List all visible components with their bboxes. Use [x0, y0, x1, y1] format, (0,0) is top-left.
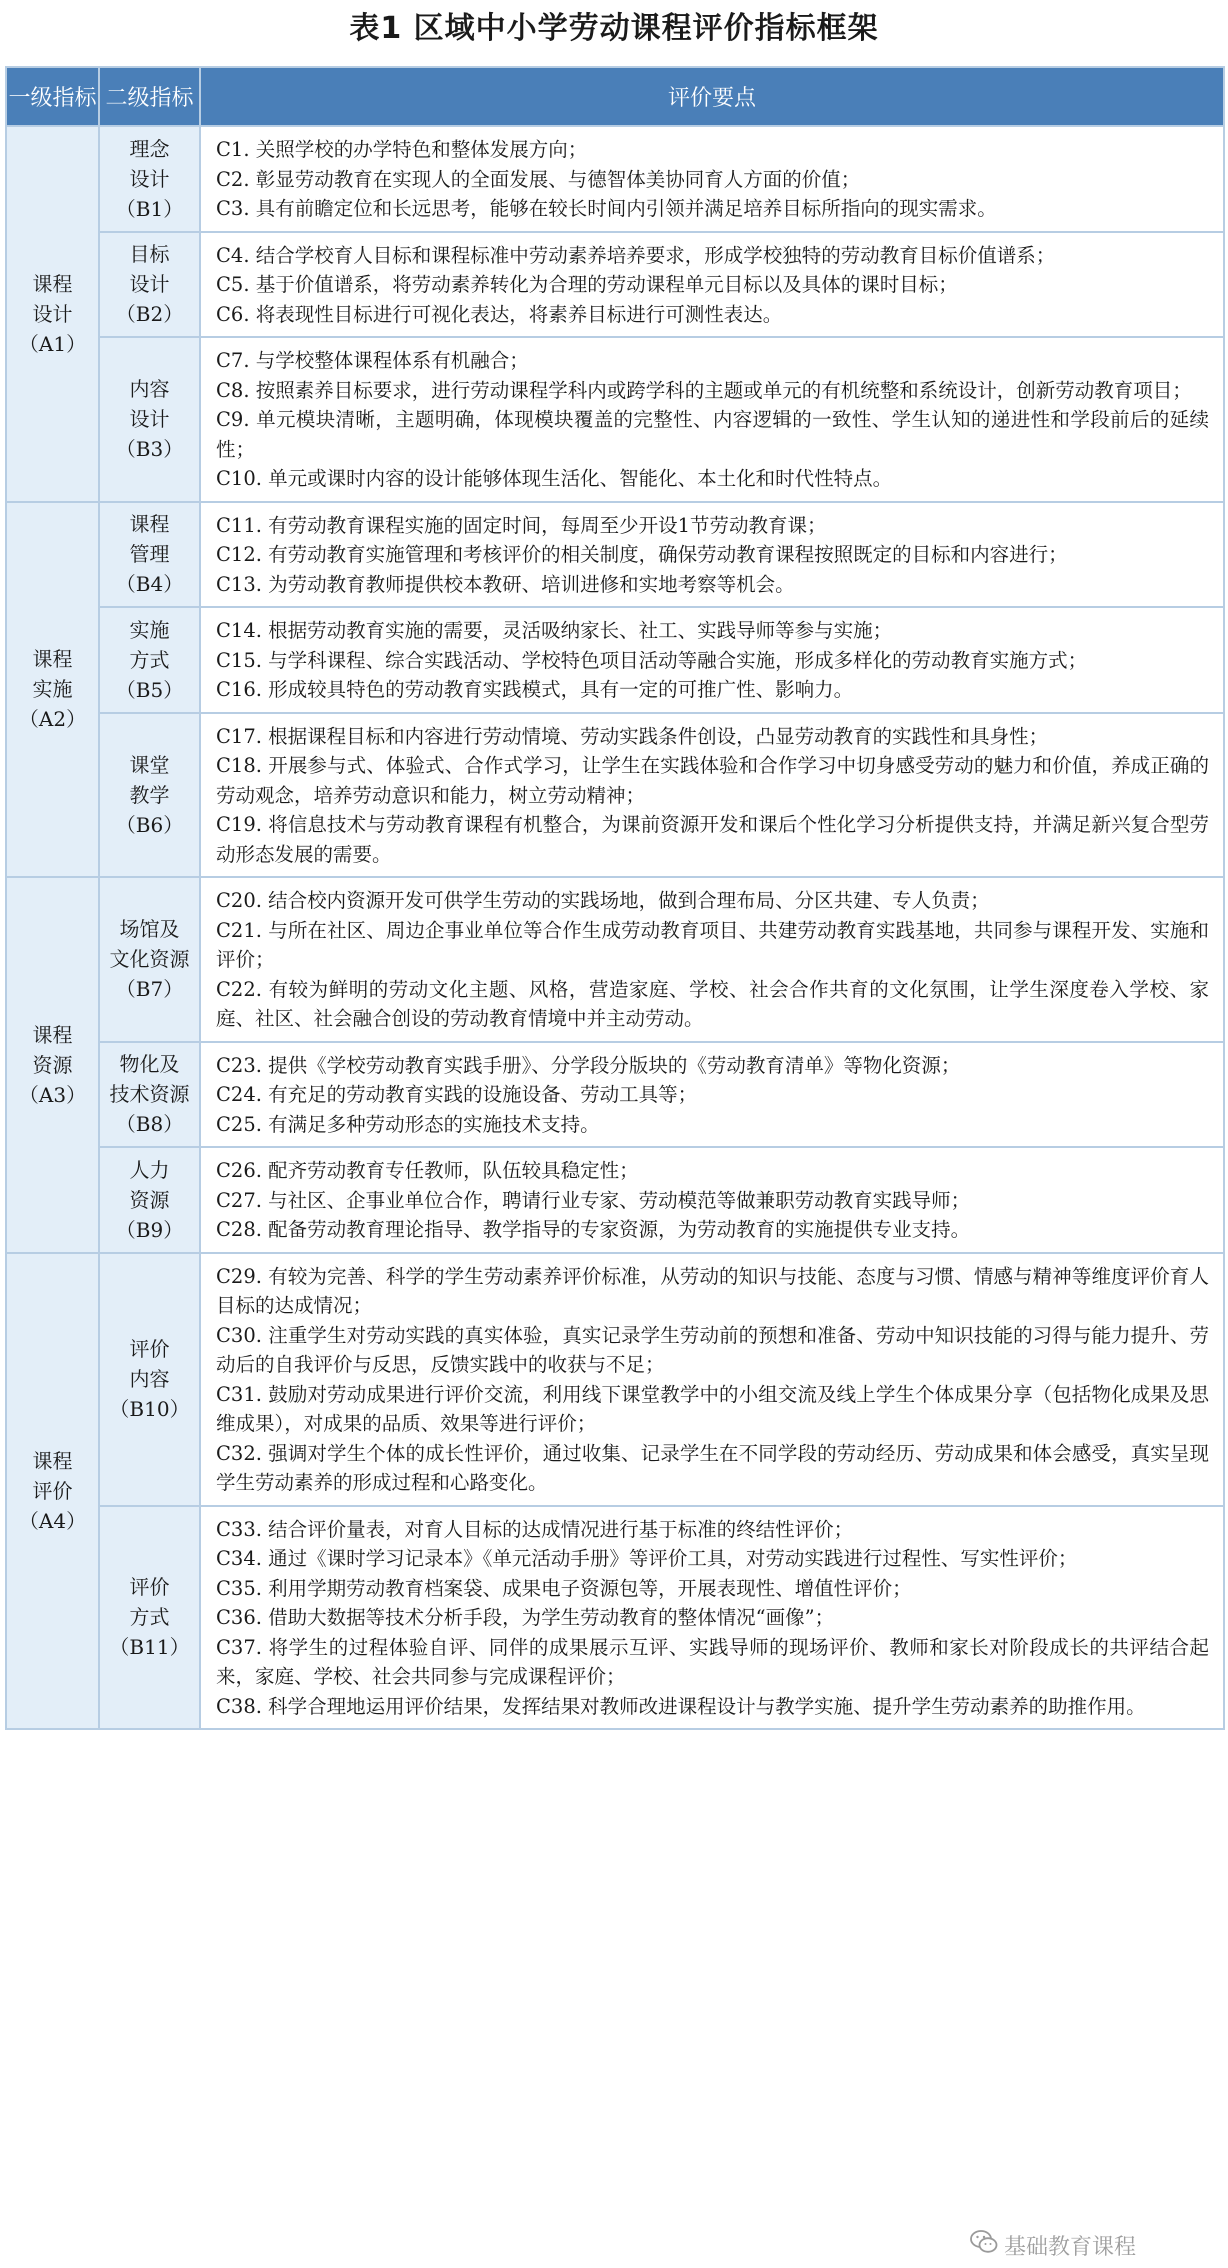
level2-indicator-line: （B7） — [115, 977, 184, 1002]
level2-indicator — [99, 126, 200, 232]
level2-indicator-line: （B1） — [115, 196, 184, 221]
evaluation-point: C31. 鼓励对劳动成果进行评价交流，利用线下课堂教学中的小组交流及线上学生个体成果分享（包括物化成果及思维成果），对成果的品质、效果等进行评价； — [216, 1382, 1209, 1435]
level2-indicator-line: 设计 — [129, 272, 170, 297]
level2-indicator — [99, 713, 200, 878]
level2-indicator-line: 场馆及 — [119, 917, 180, 942]
level1-indicator-line: （A2） — [18, 707, 87, 732]
level2-indicator — [99, 1042, 200, 1148]
evaluation-points — [200, 1147, 1224, 1253]
level2-indicator-line: 文化资源 — [109, 947, 190, 972]
evaluation-point: C19. 将信息技术与劳动教育课程有机整合，为课前资源开发和课后个性化学习分析提供支持，并满足新兴复合型劳动形态发展的需要。 — [216, 813, 1209, 866]
evaluation-point: C11. 有劳动教育课程实施的固定时间，每周至少开设1节劳动教育课； — [216, 513, 827, 537]
evaluation-point: C23. 提供《学校劳动教育实践手册》、分学段分版块的《劳动教育清单》等物化资源； — [216, 1053, 961, 1077]
level2-indicator — [99, 337, 200, 502]
level2-indicator-line: 方式 — [129, 1605, 170, 1630]
evaluation-point: C12. 有劳动教育实施管理和考核评价的相关制度，确保劳动教育课程按照既定的目标和内容进行； — [216, 543, 1068, 566]
level2-indicator-line: （B6） — [115, 812, 184, 837]
level1-indicator-line: （A1） — [18, 331, 87, 356]
level1-indicator-line: 评价 — [32, 1478, 73, 1503]
evaluation-point: C26. 配齐劳动教育专任教师，队伍较具稳定性； — [216, 1159, 639, 1182]
header-points: 评价要点 — [200, 67, 1224, 126]
table-row — [6, 1506, 1224, 1730]
level1-indicator-line: 资源 — [32, 1052, 73, 1077]
level2-indicator-line: （B11） — [109, 1635, 190, 1660]
evaluation-point: C3. 具有前瞻定位和长远思考，能够在较长时间内引领并满足培养目标所指向的现实需求。 — [216, 197, 997, 220]
table-row — [6, 877, 1224, 1042]
evaluation-point: C1. 关照学校的办学特色和整体发展方向； — [216, 138, 588, 161]
header-level2: 二级指标 — [99, 67, 200, 126]
evaluation-points — [200, 713, 1224, 878]
evaluation-point: C16. 形成较具特色的劳动教育实践模式，具有一定的可推广性、影响力。 — [216, 678, 854, 701]
evaluation-points — [200, 1253, 1224, 1506]
table-row — [6, 713, 1224, 878]
level2-indicator — [99, 232, 200, 338]
evaluation-point: C34. 通过《课时学习记录本》《单元活动手册》等评价工具，对劳动实践进行过程性、写实性评价； — [216, 1547, 1078, 1570]
level2-indicator-line: 理念 — [129, 136, 170, 161]
table-row — [6, 607, 1224, 713]
table-row — [6, 126, 1224, 232]
level2-indicator-line: （B4） — [115, 572, 184, 597]
evaluation-point: C8. 按照素养目标要求，进行劳动课程学科内或跨学科的主题或单元的有机统整和系统设计，创新劳动教育项目； — [216, 378, 1192, 402]
evaluation-point: C17. 根据课程目标和内容进行劳动情境、劳动实践条件创设，凸显劳动教育的实践性和具身性； — [216, 724, 1049, 748]
level2-indicator — [99, 607, 200, 713]
level2-indicator-line: （B9） — [115, 1217, 184, 1242]
wechat-icon — [970, 2229, 998, 2261]
level2-indicator-line: （B5） — [115, 677, 184, 702]
level1-indicator-line: 课程 — [32, 1022, 73, 1047]
evaluation-point: C15. 与学科课程、综合实践活动、学校特色项目活动等融合实施，形成多样化的劳动教育实施方式； — [216, 648, 1088, 672]
watermark-text: 基础教育课程 — [1004, 2234, 1137, 2260]
level1-indicator-line: 课程 — [32, 647, 73, 672]
evaluation-point: C13. 为劳动教育教师提供校本教研、培训进修和实地考察等机会。 — [216, 572, 795, 596]
level2-indicator-line: 物化及 — [119, 1052, 180, 1077]
header-level1: 一级指标 — [6, 67, 99, 126]
level2-indicator-line: 实施 — [129, 617, 170, 642]
evaluation-points — [200, 502, 1224, 608]
evaluation-point: C36. 借助大数据等技术分析手段，为学生劳动教育的整体情况“画像”； — [216, 1606, 835, 1629]
table-title: 表1 区域中小学劳动课程评价指标框架 — [349, 11, 879, 46]
level2-indicator-line: （B2） — [115, 302, 184, 327]
evaluation-points — [200, 126, 1224, 232]
evaluation-point: C32. 强调对学生个体的成长性评价，通过收集、记录学生在不同学段的劳动经历、劳动成果和体会感受，真实呈现学生劳动素养的形成过程和心路变化。 — [216, 1441, 1209, 1494]
level2-indicator-line: 内容 — [129, 1367, 170, 1391]
level2-indicator-line: 教学 — [129, 782, 170, 807]
table-row — [6, 1253, 1224, 1506]
evaluation-points — [200, 1506, 1224, 1730]
level2-indicator-line: 评价 — [129, 1575, 170, 1600]
evaluation-point: C14. 根据劳动教育实施的需要，灵活吸纳家长、社工、实践导师等参与实施； — [216, 619, 893, 642]
table-row — [6, 502, 1224, 608]
level1-indicator — [6, 502, 99, 878]
evaluation-point: C21. 与所在社区、周边企事业单位等合作生成劳动教育项目、共建劳动教育实践基地，共同参与课程开发、实施和评价； — [216, 918, 1209, 971]
level1-indicator-line: 课程 — [32, 271, 73, 296]
evaluation-point: C35. 利用学期劳动教育档案袋、成果电子资源包等，开展表现性、增值性评价； — [216, 1576, 912, 1600]
level1-indicator-line: （A4） — [18, 1508, 87, 1533]
level1-indicator-line: 设计 — [32, 301, 73, 326]
evaluation-points — [200, 607, 1224, 713]
evaluation-point: C38. 科学合理地运用评价结果，发挥结果对教师改进课程设计与教学实施、提升学生劳动素养的助推作用。 — [216, 1694, 1146, 1718]
evaluation-point: C29. 有较为完善、科学的学生劳动素养评价标准，从劳动的知识与技能、态度与习惯、情感与精神等维度评价育人目标的达成情况； — [216, 1264, 1209, 1317]
level2-indicator-line: 内容 — [129, 377, 170, 402]
evaluation-point: C18. 开展参与式、体验式、合作式学习，让学生在实践体验和合作学习中切身感受劳动的魅力和价值，养成正确的劳动观念，培养劳动意识和能力，树立劳动精神； — [216, 754, 1209, 807]
level2-indicator-line: 设计 — [129, 407, 170, 432]
level2-indicator-line: 课堂 — [129, 752, 170, 777]
header-row — [6, 67, 1224, 126]
table-row — [6, 1147, 1224, 1253]
table-row — [6, 1042, 1224, 1148]
level2-indicator-line: （B10） — [109, 1397, 190, 1421]
level1-indicator — [6, 877, 99, 1253]
evaluation-point: C5. 基于价值谱系，将劳动素养转化为合理的劳动课程单元目标以及具体的课时目标； — [216, 273, 958, 296]
level2-indicator — [99, 1147, 200, 1253]
evaluation-point: C33. 结合评价量表，对育人目标的达成情况进行基于标准的终结性评价； — [216, 1517, 854, 1541]
level2-indicator — [99, 1506, 200, 1730]
evaluation-point: C24. 有充足的劳动教育实践的设施设备、劳动工具等； — [216, 1083, 698, 1106]
table-row — [6, 232, 1224, 338]
source-watermark — [970, 2230, 1136, 2260]
level1-indicator-line: （A3） — [18, 1082, 87, 1107]
evaluation-point: C7. 与学校整体课程体系有机融合； — [216, 349, 529, 372]
evaluation-point: C22. 有较为鲜明的劳动文化主题、风格，营造家庭、学校、社会合作共育的文化氛围，让学生深度卷入学校、家庭、社区、社会融合创设的劳动教育情境中并主动劳动。 — [216, 977, 1209, 1030]
evaluation-point: C37. 将学生的过程体验自评、同伴的成果展示互评、实践导师的现场评价、教师和家长对阶段成长的共评结合起来，家庭、学校、社会共同参与完成课程评价； — [216, 1635, 1209, 1688]
evaluation-point: C25. 有满足多种劳动形态的实施技术支持。 — [216, 1112, 600, 1136]
evaluation-points — [200, 877, 1224, 1042]
level1-indicator — [6, 1253, 99, 1730]
evaluation-framework-table — [5, 66, 1225, 1730]
level1-indicator-line: 实施 — [32, 677, 73, 702]
evaluation-point: C27. 与社区、企事业单位合作，聘请行业专家、劳动模范等做兼职劳动教育实践导师； — [216, 1188, 971, 1212]
evaluation-point: C30. 注重学生对劳动实践的真实体验，真实记录学生劳动前的预想和准备、劳动中知识技能的习得与能力提升、劳动后的自我评价与反思，反馈实践中的收获与不足； — [216, 1323, 1209, 1376]
level2-indicator — [99, 1253, 200, 1506]
level2-indicator-line: 课程 — [129, 512, 170, 537]
evaluation-point: C6. 将表现性目标进行可视化表达，将素养目标进行可测性表达。 — [216, 302, 783, 326]
level2-indicator-line: 设计 — [129, 166, 170, 191]
level2-indicator-line: 评价 — [129, 1337, 170, 1361]
level2-indicator-line: 人力 — [129, 1157, 170, 1182]
evaluation-points — [200, 232, 1224, 338]
level2-indicator-line: （B3） — [115, 437, 184, 462]
level2-indicator-line: 方式 — [129, 647, 170, 672]
level2-indicator-line: 资源 — [129, 1187, 170, 1212]
table-row — [6, 337, 1224, 502]
level2-indicator — [99, 877, 200, 1042]
evaluation-point: C4. 结合学校育人目标和课程标准中劳动素养培养要求，形成学校独特的劳动教育目标价值谱系； — [216, 243, 1056, 267]
evaluation-points — [200, 337, 1224, 502]
evaluation-points — [200, 1042, 1224, 1148]
evaluation-point: C10. 单元或课时内容的设计能够体现生活化、智能化、本土化和时代性特点。 — [216, 467, 893, 490]
level2-indicator-line: （B8） — [115, 1112, 184, 1137]
level2-indicator-line: 技术资源 — [109, 1082, 190, 1107]
level1-indicator-line: 课程 — [32, 1448, 73, 1473]
level2-indicator — [99, 502, 200, 608]
evaluation-point: C9. 单元模块清晰，主题明确，体现模块覆盖的完整性、内容逻辑的一致性、学生认知的递进性和学段前后的延续性； — [216, 408, 1209, 461]
evaluation-point: C2. 彰显劳动教育在实现人的全面发展、与德智体美协同育人方面的价值； — [216, 167, 861, 191]
level2-indicator-line: 管理 — [129, 542, 170, 567]
level1-indicator — [6, 126, 99, 502]
evaluation-point: C20. 结合校内资源开发可供学生劳动的实践场地，做到合理布局、分区共建、专人负责； — [216, 889, 990, 912]
evaluation-point: C28. 配备劳动教育理论指导、教学指导的专家资源，为劳动教育的实施提供专业支持。 — [216, 1218, 971, 1241]
level2-indicator-line: 目标 — [129, 242, 170, 267]
